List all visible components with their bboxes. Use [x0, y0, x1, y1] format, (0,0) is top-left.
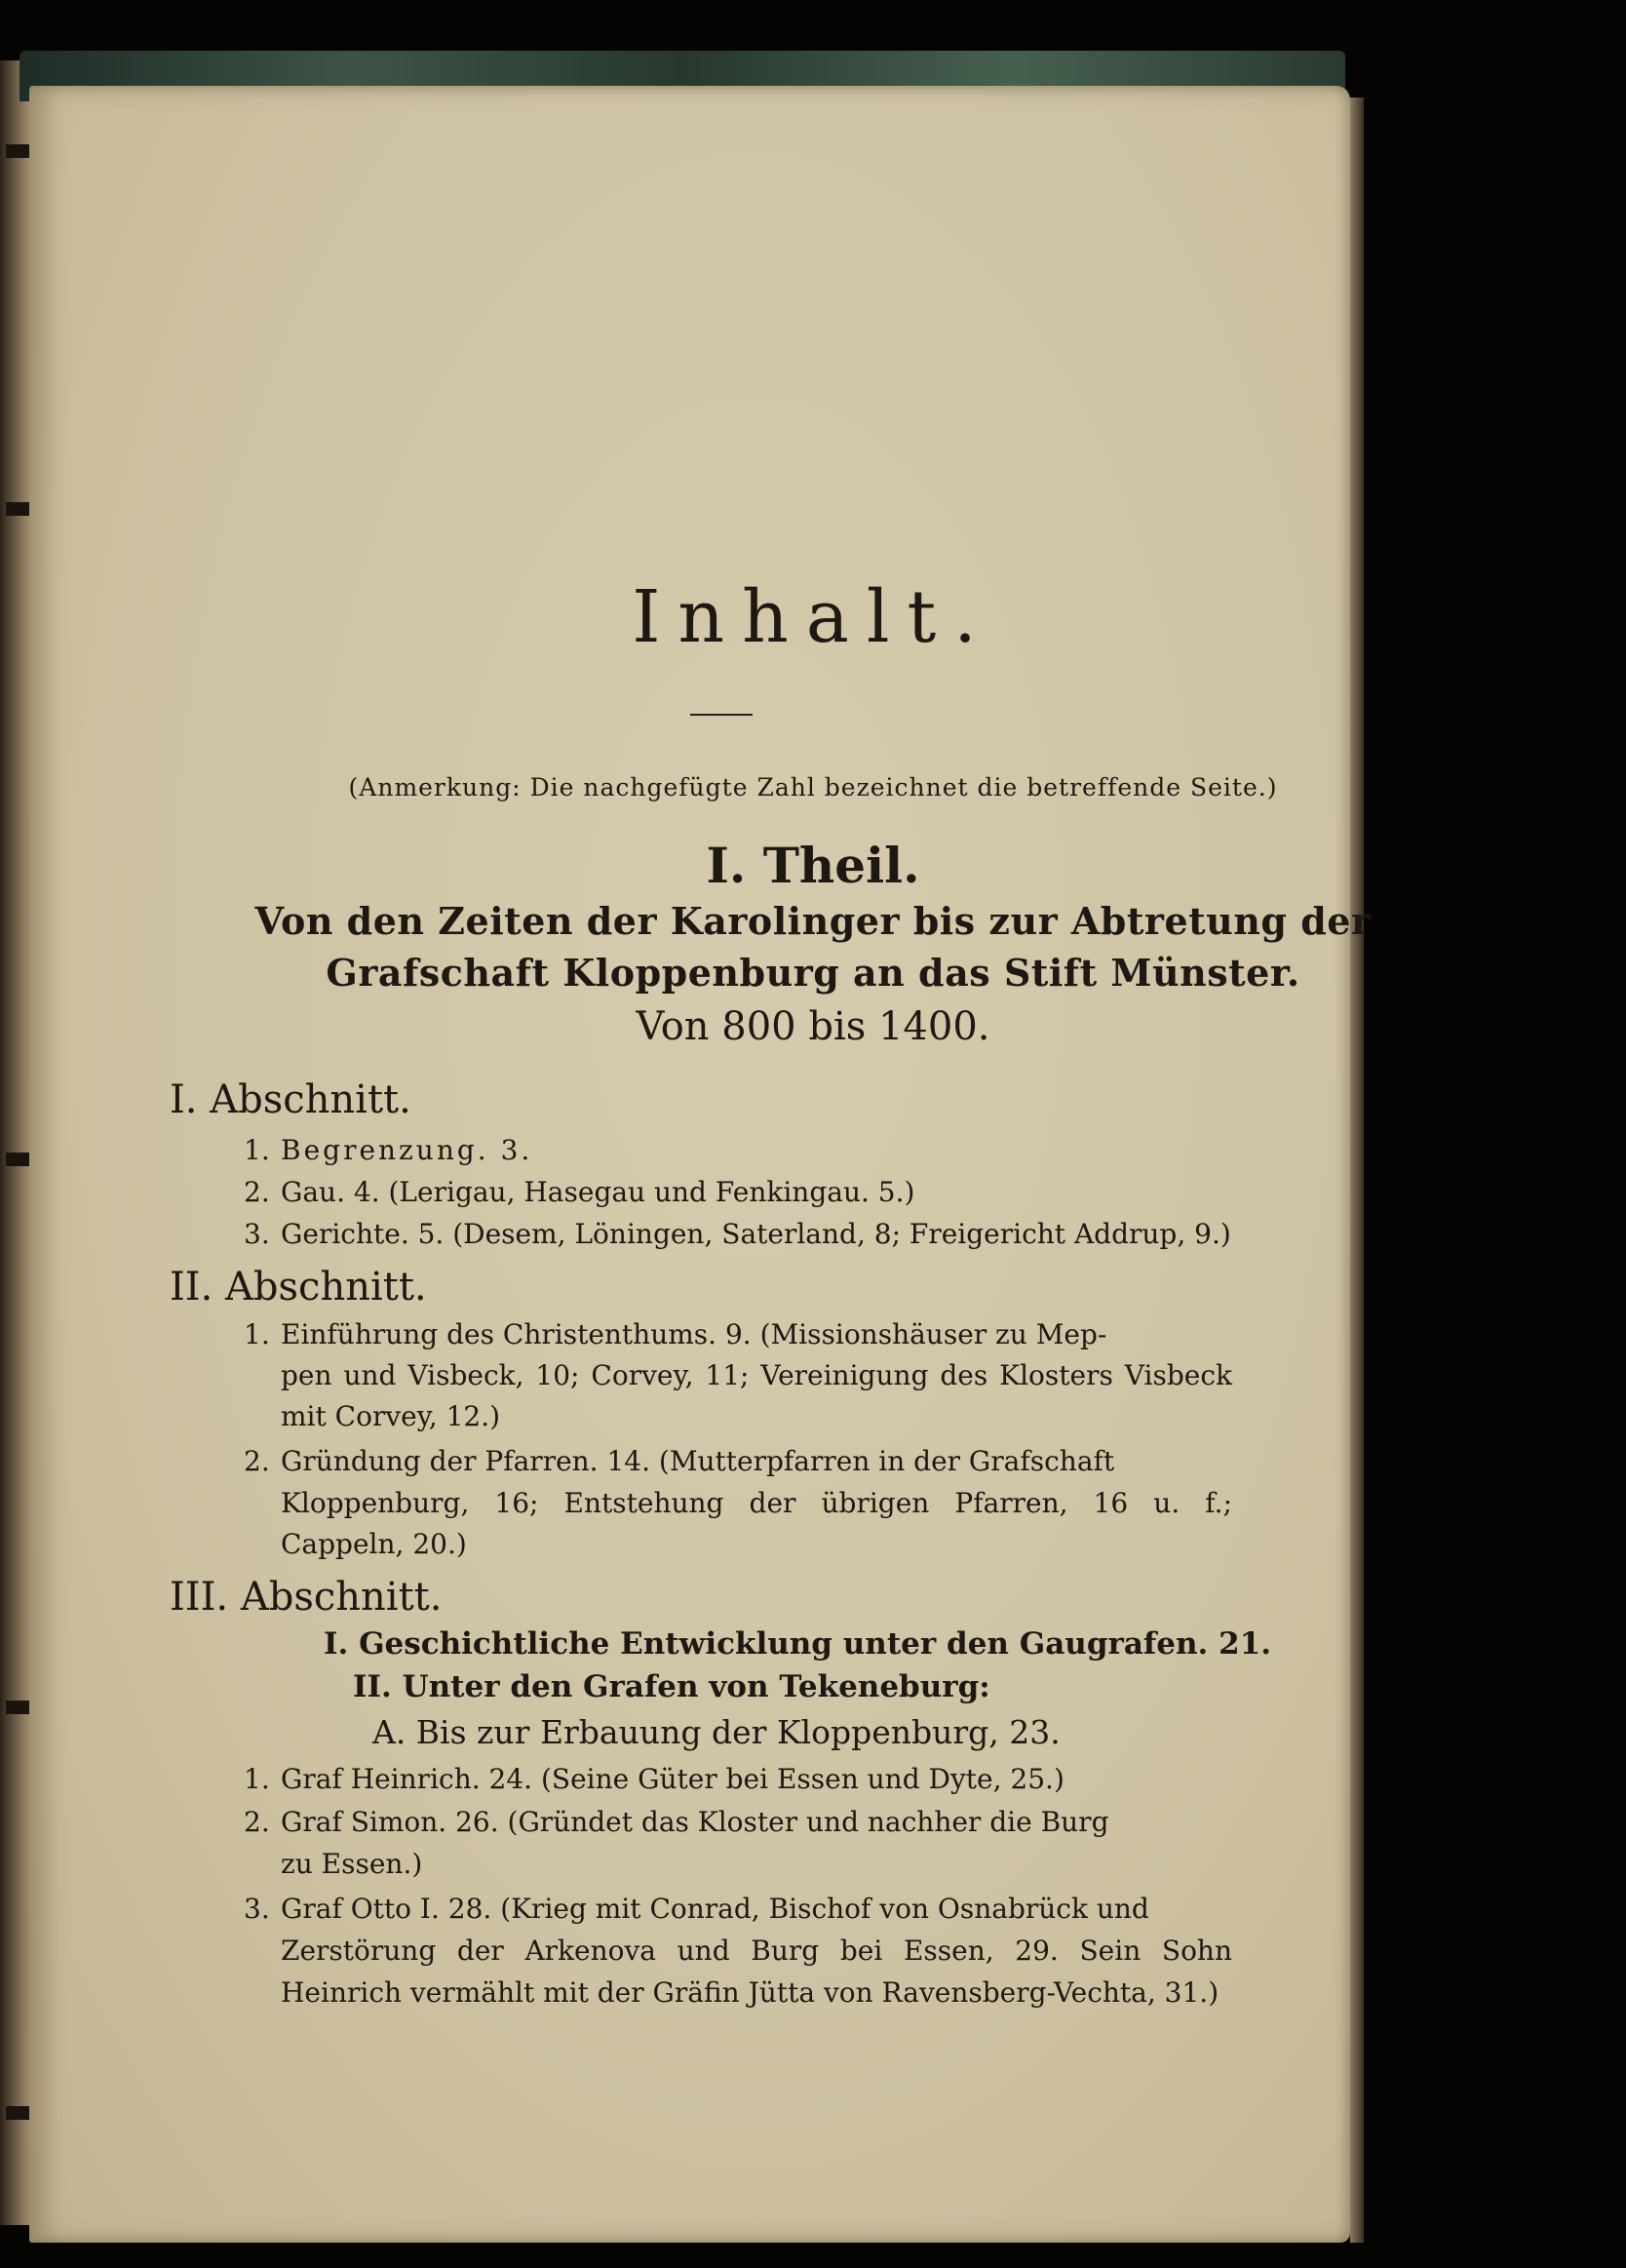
entry-number: 3.: [244, 1218, 270, 1250]
list-item: [244, 1318, 1106, 1350]
list-item: [244, 1763, 1065, 1795]
section-title: II. Abschnitt.: [170, 1265, 427, 1310]
entry-number: 1.: [244, 1134, 270, 1166]
list-item: [244, 1134, 532, 1166]
list-item: [244, 1176, 914, 1208]
entry-text: Einführung des Christenthums. 9. (Missionshäuser zu Mep-: [281, 1318, 1107, 1350]
entry-text: Graf Simon. 26. (Gründet das Kloster und nachher die Burg: [281, 1806, 1109, 1838]
title-rule: [690, 714, 753, 716]
entry-continuation: Kloppenburg, 16; Entstehung der übrigen Pfarren, 16 u. f.;: [281, 1487, 1232, 1519]
entry-text: Gerichte. 5. (Desem, Löningen, Saterland, 8; Freigericht Addrup, 9.): [281, 1218, 1231, 1250]
part-years: Von 800 bis 1400.: [636, 1004, 990, 1049]
part-subtitle-line2: Grafschaft Kloppenburg an das Stift Münster.: [326, 951, 1300, 995]
entry-number: 2.: [244, 1806, 270, 1838]
entry-text: Begrenzung. 3.: [281, 1134, 533, 1166]
list-item: [244, 1806, 1109, 1838]
section-title: I. Abschnitt.: [170, 1077, 411, 1122]
list-item: [244, 1893, 1149, 1925]
entry-text: Gau. 4. (Lerigau, Hasegau und Fenkingau. 5.): [281, 1176, 915, 1208]
entry-number: 1.: [244, 1763, 270, 1795]
entry-continuation: Heinrich vermählt mit der Gräfin Jütta von Ravensberg-Vechta, 31.): [281, 1976, 1220, 2009]
section-title: III. Abschnitt.: [170, 1575, 443, 1620]
part-subtitle-line1: Von den Zeiten der Karolinger bis zur Abtretung der: [254, 899, 1372, 943]
entry-continuation: zu Essen.): [281, 1848, 423, 1880]
entry-continuation: pen und Visbeck, 10; Corvey, 11; Vereinigung des Klosters Visbeck: [281, 1359, 1232, 1391]
entry-text: Gründung der Pfarren. 14. (Mutterpfarren in der Grafschaft: [281, 1445, 1115, 1477]
page-title: Inhalt.: [632, 575, 994, 659]
entry-number: 1.: [244, 1318, 270, 1350]
subsection-heading: II. Unter den Grafen von Tekeneburg:: [353, 1669, 990, 1704]
entry-text: Graf Otto I. 28. (Krieg mit Conrad, Bischof von Osnabrück und: [281, 1893, 1149, 1925]
note: (Anmerkung: Die nachgefügte Zahl bezeichnet die betreffende Seite.): [348, 773, 1278, 802]
page-stack-edge: [1350, 98, 1364, 2243]
entry-number: 2.: [244, 1445, 270, 1477]
part-heading: I. Theil.: [706, 837, 920, 894]
left-page-edge: [0, 60, 33, 2225]
list-item: [244, 1445, 1114, 1477]
entry-number: 2.: [244, 1176, 270, 1208]
entry-number: 3.: [244, 1893, 270, 1925]
entry-text: Graf Heinrich. 24. (Seine Güter bei Essen und Dyte, 25.): [281, 1763, 1065, 1795]
subsection-heading: A. Bis zur Erbauung der Kloppenburg, 23.: [372, 1713, 1061, 1751]
subsection-heading: I. Geschichtliche Entwicklung unter den Gaugrafen. 21.: [324, 1626, 1272, 1662]
entry-continuation: Cappeln, 20.): [281, 1528, 467, 1560]
entry-continuation: Zerstörung der Arkenova und Burg bei Essen, 29. Sein Sohn: [281, 1935, 1232, 1967]
entry-continuation: mit Corvey, 12.): [281, 1400, 501, 1432]
list-item: [244, 1218, 1231, 1250]
